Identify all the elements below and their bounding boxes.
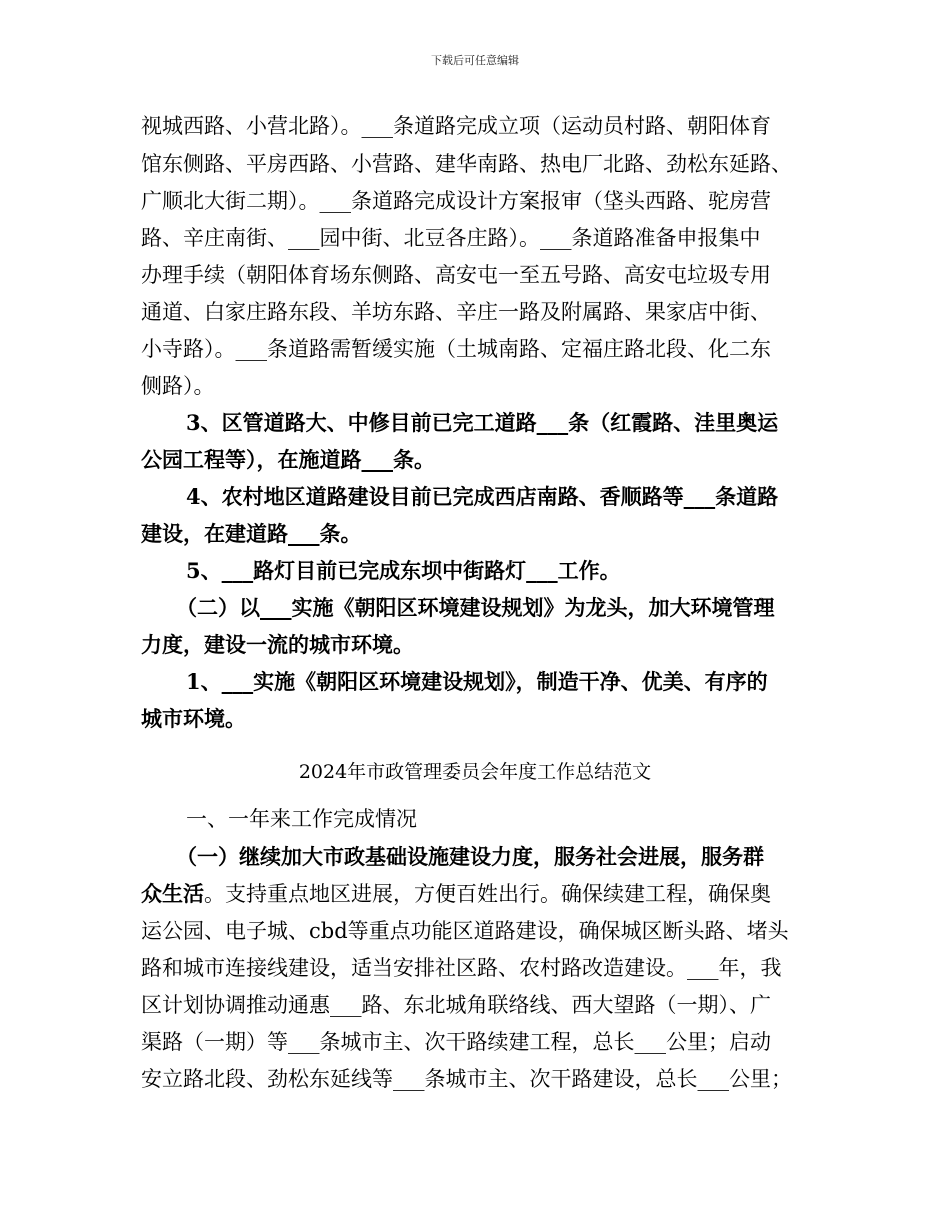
body-line: 通道、白家庄路东段、羊坊东路、辛庄一路及附属路、果家店中街、 xyxy=(141,300,771,324)
body-line: 路、辛庄南街、___园中街、北豆各庄路）。___条道路准备申报集中 xyxy=(141,226,761,250)
body-line: 馆东侧路、平房西路、小营路、建华南路、热电厂北路、劲松东延路、 xyxy=(141,152,792,176)
body-line: 路和城市连接线建设，适当安排社区路、农村路改造建设。___年，我 xyxy=(141,956,782,980)
item-4-line: 4、农村地区道路建设目前已完成西店南路、香顺路等___条道路 xyxy=(186,484,779,509)
body-line: 广顺北大街二期）。___条道路完成设计方案报审（垡头西路、驼房营 xyxy=(141,189,771,213)
body-line: 安立路北段、劲松东延线等___条城市主、次干路建设，总长___公里； xyxy=(141,1067,792,1091)
body-text: 。支持重点地区进展，方便百姓出行。确保续建工程，确保奥 xyxy=(204,882,771,906)
subsection-heading: （一）继续加大市政基础设施建设力度，服务社会进展，服务群 xyxy=(176,844,764,869)
document-title: 2024年市政管理委员会年度工作总结范文 xyxy=(298,761,652,783)
body-line: 渠路（一期）等___条城市主、次干路续建工程，总长___公里；启动 xyxy=(141,1030,771,1054)
item-4-line: 建设，在建道路___条。 xyxy=(141,521,362,546)
section-heading: 一、一年来工作完成情况 xyxy=(186,807,417,831)
body-line: 侧路）。 xyxy=(141,374,215,398)
item-3-line: 3、区管道路大、中修目前已完工道路___条（红霞路、洼里奥运 xyxy=(186,410,779,435)
body-line: 小寺路）。___条道路需暂缓实施（土城南路、定福庄路北段、化二东 xyxy=(141,337,771,361)
subsection-heading-end: 众生活 xyxy=(141,881,204,906)
body-line xyxy=(141,880,771,908)
body-line: 运公园、电子城、cbd等重点功能区道路建设，确保城区断头路、堵头 xyxy=(141,919,789,943)
item-1-line: 1、___实施《朝阳区环境建设规划》，制造干净、优美、有序的 xyxy=(186,669,768,694)
section-2-heading: 力度，建设一流的城市环境。 xyxy=(141,632,414,657)
body-line: 区计划协调推动通惠___路、东北城角联络线、西大望路（一期）、广 xyxy=(141,993,771,1017)
page-header: 下载后可任意编辑 xyxy=(431,54,519,67)
section-2-heading: （二）以___实施《朝阳区环境建设规划》为龙头，加大环境管理 xyxy=(176,595,775,620)
item-1-line: 城市环境。 xyxy=(141,706,246,731)
item-5-line: 5、___路灯目前已完成东坝中街路灯___工作。 xyxy=(186,558,621,583)
item-3-line: 公园工程等），在施道路___条。 xyxy=(141,447,435,472)
body-line: 办理手续（朝阳体育场东侧路、高安屯一至五号路、高安屯垃圾专用 xyxy=(141,263,771,287)
body-line: 视城西路、小营北路）。___条道路完成立项（运动员村路、朝阳体育 xyxy=(141,114,771,138)
